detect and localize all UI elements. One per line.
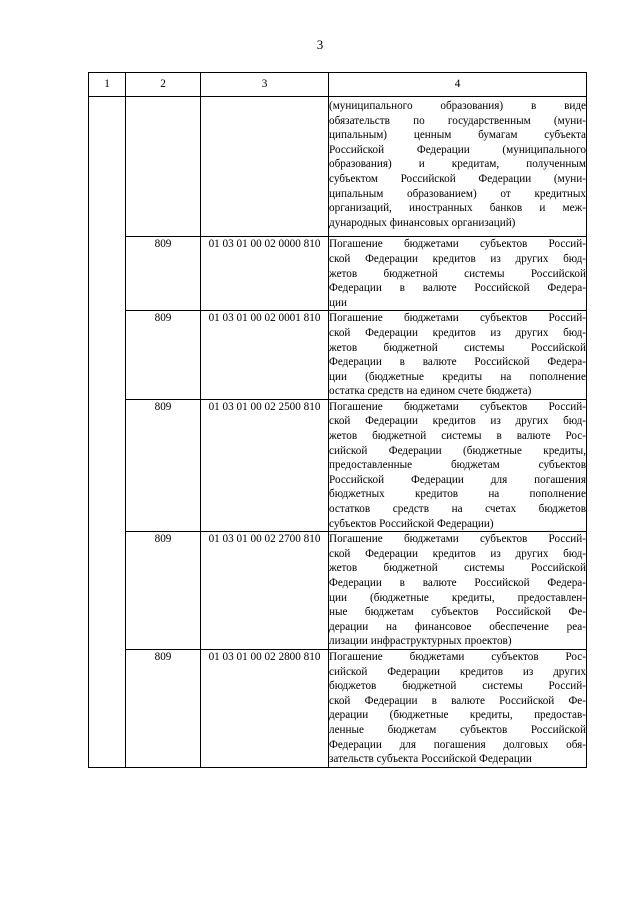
description-line: бюджетных кредитов на пополнение bbox=[329, 488, 586, 501]
admin-code-cell: 809 bbox=[126, 237, 201, 311]
description-line: жетов бюджетной системы в валюте Рос- bbox=[329, 430, 586, 443]
description-line: сийской Федерации (бюджетные кредиты, bbox=[329, 444, 586, 457]
description-line: ленные бюджетам субъектов Российской bbox=[329, 723, 586, 736]
description-line: ской Федерации кредитов из других бюд- bbox=[329, 547, 586, 560]
description-line: ципальным) ценным бумагам субъекта bbox=[329, 129, 586, 142]
column-header-1: 1 bbox=[89, 73, 126, 97]
description-line: остатков средств на счетах бюджетов bbox=[329, 503, 586, 516]
description-line: ской Федерации кредитов из других бюд- bbox=[329, 415, 586, 428]
header-row bbox=[89, 73, 587, 97]
description-cell bbox=[329, 532, 587, 650]
description-line: зательств субъекта Российской Федерации bbox=[329, 753, 532, 766]
table-row bbox=[89, 311, 587, 400]
kbk-code-cell: 01 03 01 00 02 2800 810 bbox=[201, 649, 329, 767]
description-line: Федерации в валюте Российской Федера- bbox=[329, 282, 586, 295]
description-line: дерации (бюджетные кредиты, предостав- bbox=[329, 709, 586, 722]
description-line: субъектов Российской Федерации) bbox=[329, 517, 494, 530]
kbk-code-cell bbox=[201, 97, 329, 237]
description-line: Погашение бюджетами субъектов Россий- bbox=[329, 238, 586, 251]
table-row bbox=[89, 399, 587, 531]
description-line: дерации на финансовое обеспечение реа- bbox=[329, 620, 586, 633]
description-line: (муниципального образования) в виде bbox=[329, 100, 586, 112]
continuation-row bbox=[89, 97, 587, 237]
description-cell bbox=[329, 399, 587, 531]
budget-classification-table bbox=[88, 72, 587, 768]
description-line: Федерации в валюте Российской Федера- bbox=[329, 577, 586, 589]
description-line: образования) и кредитам, полученным bbox=[329, 158, 586, 171]
description-line: Погашение бюджетами субъектов Рос- bbox=[329, 650, 586, 663]
description-line: обязательств по государственным (муни- bbox=[329, 114, 586, 127]
description-line: жетов бюджетной системы Российской bbox=[329, 562, 586, 575]
admin-code-cell: 809 bbox=[126, 311, 201, 400]
description-line: Российской Федерации (муниципального bbox=[329, 143, 586, 156]
description-line: Российской Федерации для погашения bbox=[329, 473, 586, 486]
description-line: жетов бюджетной системы Российской bbox=[329, 267, 586, 280]
description-line: Погашение бюджетами субъектов Россий- bbox=[329, 312, 586, 325]
description-line: ципальным образованием) от кредитных bbox=[329, 187, 586, 200]
kbk-code-cell: 01 03 01 00 02 2700 810 bbox=[201, 532, 329, 650]
table-row bbox=[89, 532, 587, 650]
description-line: ской Федерации в валюте Российской Фе- bbox=[329, 694, 586, 707]
description-line: ской Федерации кредитов из других бюд- bbox=[329, 326, 586, 339]
description-line: ции bbox=[329, 296, 347, 309]
column-header-2: 2 bbox=[126, 73, 201, 97]
column-header-4: 4 bbox=[329, 73, 587, 97]
kbk-code-cell: 01 03 01 00 02 0001 810 bbox=[201, 311, 329, 400]
description-cell bbox=[329, 649, 587, 767]
description-cell bbox=[329, 237, 587, 311]
description-line: Погашение бюджетами субъектов Россий- bbox=[329, 533, 586, 546]
description-line: организаций, иностранных банков и меж- bbox=[329, 202, 586, 215]
table-row bbox=[89, 649, 587, 767]
description-line: предоставленные бюджетам субъектов bbox=[329, 459, 586, 472]
admin-code-cell bbox=[126, 97, 201, 237]
description-line: лизации инфраструктурных проектов) bbox=[329, 635, 512, 648]
description-line: ные бюджетам субъектов Российской Фе- bbox=[329, 606, 586, 619]
description-line: ской Федерации кредитов из других бюд- bbox=[329, 252, 586, 265]
description-line: ции (бюджетные кредиты, предоставлен- bbox=[329, 591, 586, 604]
admin-code-cell: 809 bbox=[126, 532, 201, 650]
description-cell bbox=[329, 97, 587, 237]
description-line: Погашение бюджетами субъектов Россий- bbox=[329, 400, 586, 413]
description-line: остатка средств на едином счете бюджета) bbox=[329, 385, 532, 398]
description-line: ции (бюджетные кредиты на пополнение bbox=[329, 370, 586, 383]
description-line: бюджетов бюджетной системы Россий- bbox=[329, 680, 586, 693]
kbk-code-cell: 01 03 01 00 02 0000 810 bbox=[201, 237, 329, 311]
table-row bbox=[89, 237, 587, 311]
description-cell bbox=[329, 311, 587, 400]
kbk-code-cell: 01 03 01 00 02 2500 810 bbox=[201, 399, 329, 531]
description-line: субъектом Российской Федерации (муни- bbox=[329, 172, 586, 185]
column-header-3: 3 bbox=[201, 73, 329, 97]
description-line: Федерации для погашения долговых обя- bbox=[329, 738, 586, 751]
admin-code-cell: 809 bbox=[126, 649, 201, 767]
description-line: жетов бюджетной системы Российской bbox=[329, 341, 586, 354]
page-number: 3 bbox=[316, 37, 324, 52]
column-1-cell bbox=[89, 97, 126, 768]
description-line: сийской Федерации кредитов из других bbox=[329, 665, 586, 678]
description-line: дународных финансовых организаций) bbox=[329, 216, 516, 229]
admin-code-cell: 809 bbox=[126, 399, 201, 531]
description-line: Федерации в валюте Российской Федера- bbox=[329, 356, 586, 369]
